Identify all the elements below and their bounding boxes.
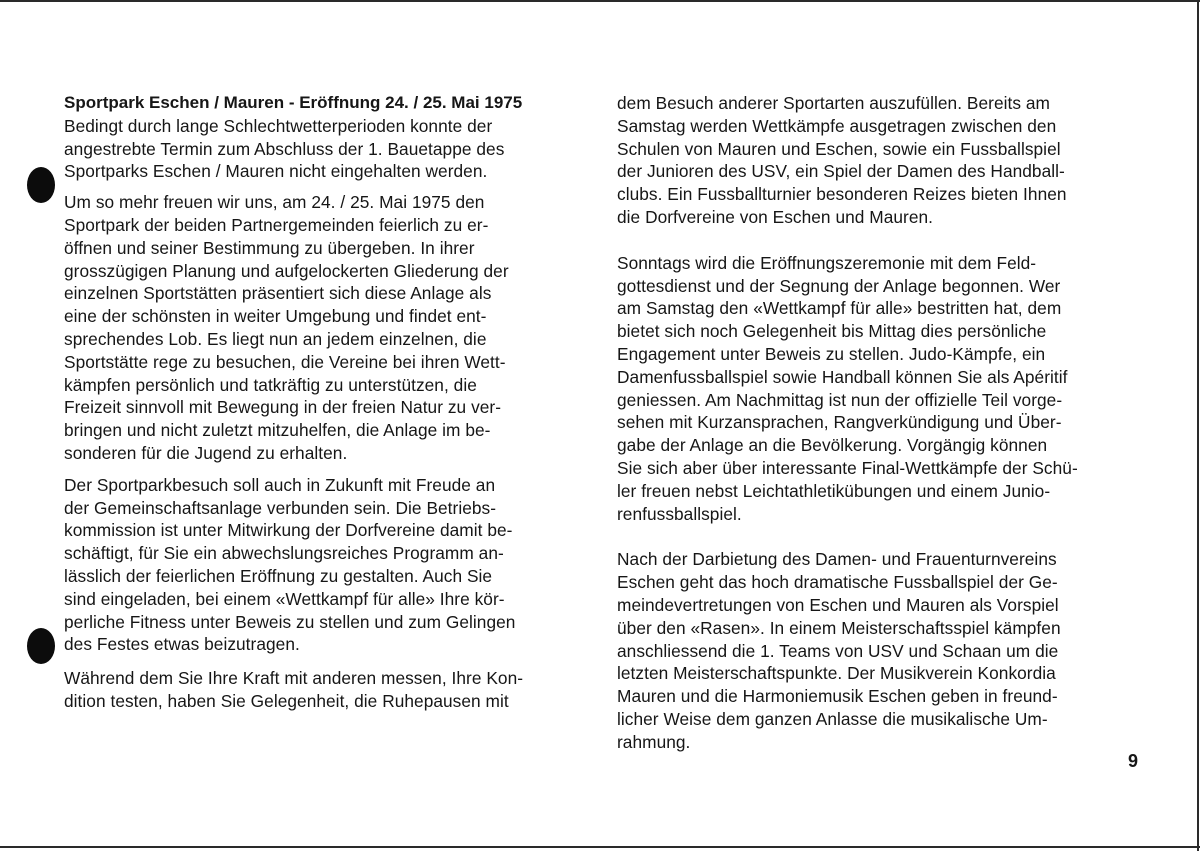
left-paragraph-4: Während dem Sie Ihre Kraft mit anderen messen, Ihre Kon- dition testen, haben Sie Gelegenheit, die Ruhepausen mit — [64, 668, 524, 711]
bottom-border — [0, 846, 1200, 848]
right-column — [617, 92, 1145, 754]
right-border — [1197, 0, 1199, 851]
punch-hole-bottom — [27, 628, 55, 664]
right-paragraph-1: dem Besuch anderer Sportarten auszufüllen. Bereits am Samstag werden Wettkämpfe ausgetragen zwischen den Schulen von Mauren und Eschen, sowie ein Fussballspiel der Junioren des USV, ein Spiel der Damen des Handball- clubs. Ein Fussballturnier besonderen Reizes bieten Ihnen die Dorfvereine von Eschen und Mauren. — [617, 93, 1067, 227]
right-paragraph-2: Sonntags wird die Eröffnungszeremonie mit dem Feld- gottesdienst und der Segnung der Anlage begonnen. Wer am Samstag den «Wettkampf für alle» bestritten hat, dem bietet sich noch Gelegenheit bis Mittag dies persönliche Engagement unter Beweis zu stellen. Judo-Kämpfe, ein Damenfussballspiel sowie Handball können Sie als Apéritif geniessen. Am Nachmittag ist nun der offizielle Teil vorge- sehen mit Kurzansprachen, Rangverkündigung und Über- gabe der Anlage an die Bevölkerung. Vorgängig können Sie sich aber über interessante Final-Wettkämpfe der Schü- ler freuen nebst Leichtathletikübungen und einem Junio- renfussballspiel. — [617, 252, 1078, 524]
left-column — [64, 92, 591, 713]
article-heading: Sportpark Eschen / Mauren - Eröffnung 24. / 25. Mai 1975 — [64, 93, 523, 112]
top-border — [0, 0, 1200, 2]
punch-hole-top — [27, 167, 55, 203]
page-number: 9 — [1128, 751, 1139, 771]
left-paragraph-1: Bedingt durch lange Schlechtwetterperioden konnte der angestrebte Termin zum Abschluss der 1. Bauetappe des Sportparks Eschen / Mauren nicht eingehalten werden. — [64, 115, 505, 182]
left-paragraph-2: Um so mehr freuen wir uns, am 24. / 25. Mai 1975 den Sportpark der beiden Partnergemeinden feierlich zu er- öffnen und seiner Bestimmung zu übergeben. In ihrer grosszügigen Planung und aufgelockerten Gliederung der einzelnen Sportstätten präsentiert sich diese Anlage als eine der schönsten in weiter Umgebung und findet ent- sprechendes Lob. Es liegt nun an jedem einzelnen, die Sportstätte rege zu besuchen, die Vereine bei ihren Wett- kämpfen persönlich und tatkräftig zu unterstützen, die Freizeit sinnvoll mit Bewegung in der freien Natur zu ver- bringen und nicht zuletzt mitzuhelfen, die Anlage im be- sonderen für die Jugend zu erhalten. — [64, 192, 509, 463]
right-paragraph-3: Nach der Darbietung des Damen- und Frauenturnvereins Eschen geht das hoch dramatische Fussballspiel der Ge- meindevertretungen von Eschen und Mauren als Vorspiel über den «Rasen». In einem Meisterschaftsspiel kämpfen anschliessend die 1. Teams von USV und Schaan um die letzten Meisterschaftspunkte. Der Musikverein Konkordia Mauren und die Harmoniemusik Eschen geben in freund- licher Weise dem ganzen Anlasse die musikalische Um- rahmung. — [617, 549, 1061, 752]
left-paragraph-3: Der Sportparkbesuch soll auch in Zukunft mit Freude an der Gemeinschaftsanlage verbunden sein. Die Betriebs- kommission ist unter Mitwirkung der Dorfvereine damit be- schäftigt, für Sie ein abwechslungsreiches Programm an- lässlich der feierlichen Eröffnung zu gestalten. Auch Sie sind eingeladen, bei einem «Wettkampf für alle» Ihre kör- perliche Fitness unter Beweis zu stellen und zum Gelingen des Festes etwas beizutragen. — [64, 474, 516, 655]
